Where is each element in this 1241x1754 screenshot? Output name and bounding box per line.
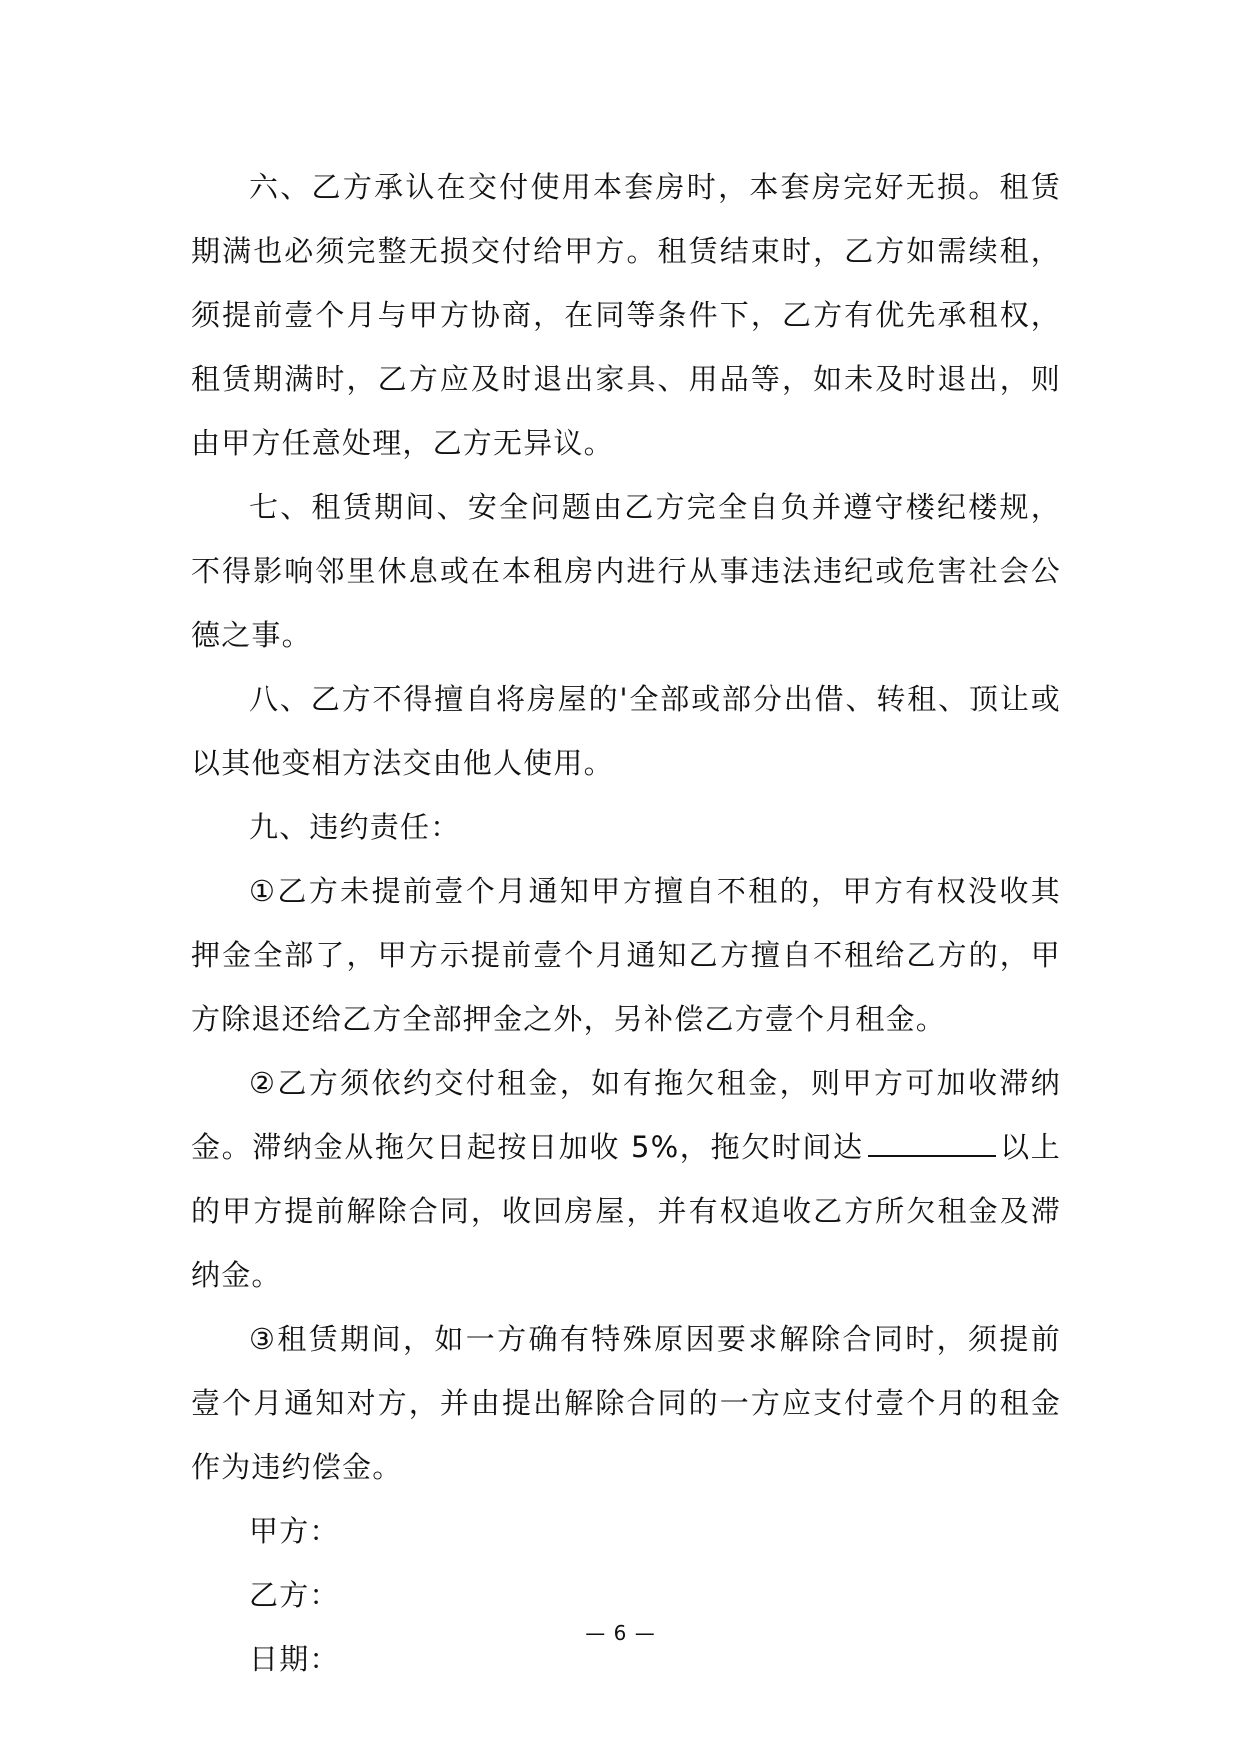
clause-9-3-paragraph: ③租赁期间，如一方确有特殊原因要求解除合同时，须提前壹个月通知对方，并由提出解除合同的一方应支付壹个月的租金作为违约偿金。 (191, 1322, 1061, 1484)
clause-8-paragraph: 八、乙方不得擅自将房屋的'全部或部分出借、转租、顶让或以其他变相方法交由他人使用。 (191, 682, 1061, 780)
clause-9-1-paragraph: ①乙方未提前壹个月通知甲方擅自不租的，甲方有权没收其押金全部了，甲方示提前壹个月通知乙方擅自不租给乙方的，甲方除退还给乙方全部押金之外，另补偿乙方壹个月租金。 (191, 874, 1061, 1036)
page-number: — 6 — (585, 1621, 656, 1645)
fill-in-blank (868, 1133, 996, 1157)
clause-6-paragraph: 六、乙方承认在交付使用本套房时，本套房完好无损。租赁期满也必须完整无损交付给甲方。租赁结束时，乙方如需续租，须提前壹个月与甲方协商，在同等条件下，乙方有优先承租权，租赁期满时，乙方应及时退出家具、用品等，如未及时退出，则由甲方任意处理，乙方无异议。 (191, 170, 1061, 460)
clause-9-2-text-before-blank: ②乙方须依约交付租金，如有拖欠租金，则甲方可加收滞纳金。滞纳金从拖欠日起按日加收 5%，拖欠时间达 (191, 1066, 1061, 1164)
clause-9-2-paragraph (191, 1051, 1061, 1307)
date-label: 日期： (249, 1642, 340, 1676)
clause-9-2-text-after-blank: 以上的甲方提前解除合同，收回房屋，并有权追收乙方所欠租金及滞纳金。 (191, 1130, 1062, 1292)
party-b-signature-label: 乙方： (249, 1578, 340, 1612)
clause-7-paragraph: 七、租赁期间、安全问题由乙方完全自负并遵守楼纪楼规，不得影响邻里休息或在本租房内进行从事违法违纪或危害社会公德之事。 (191, 490, 1061, 652)
clause-9-heading: 九、违约责任： (249, 810, 461, 844)
document-body (191, 155, 1061, 1691)
party-a-signature-label: 甲方： (249, 1514, 340, 1548)
